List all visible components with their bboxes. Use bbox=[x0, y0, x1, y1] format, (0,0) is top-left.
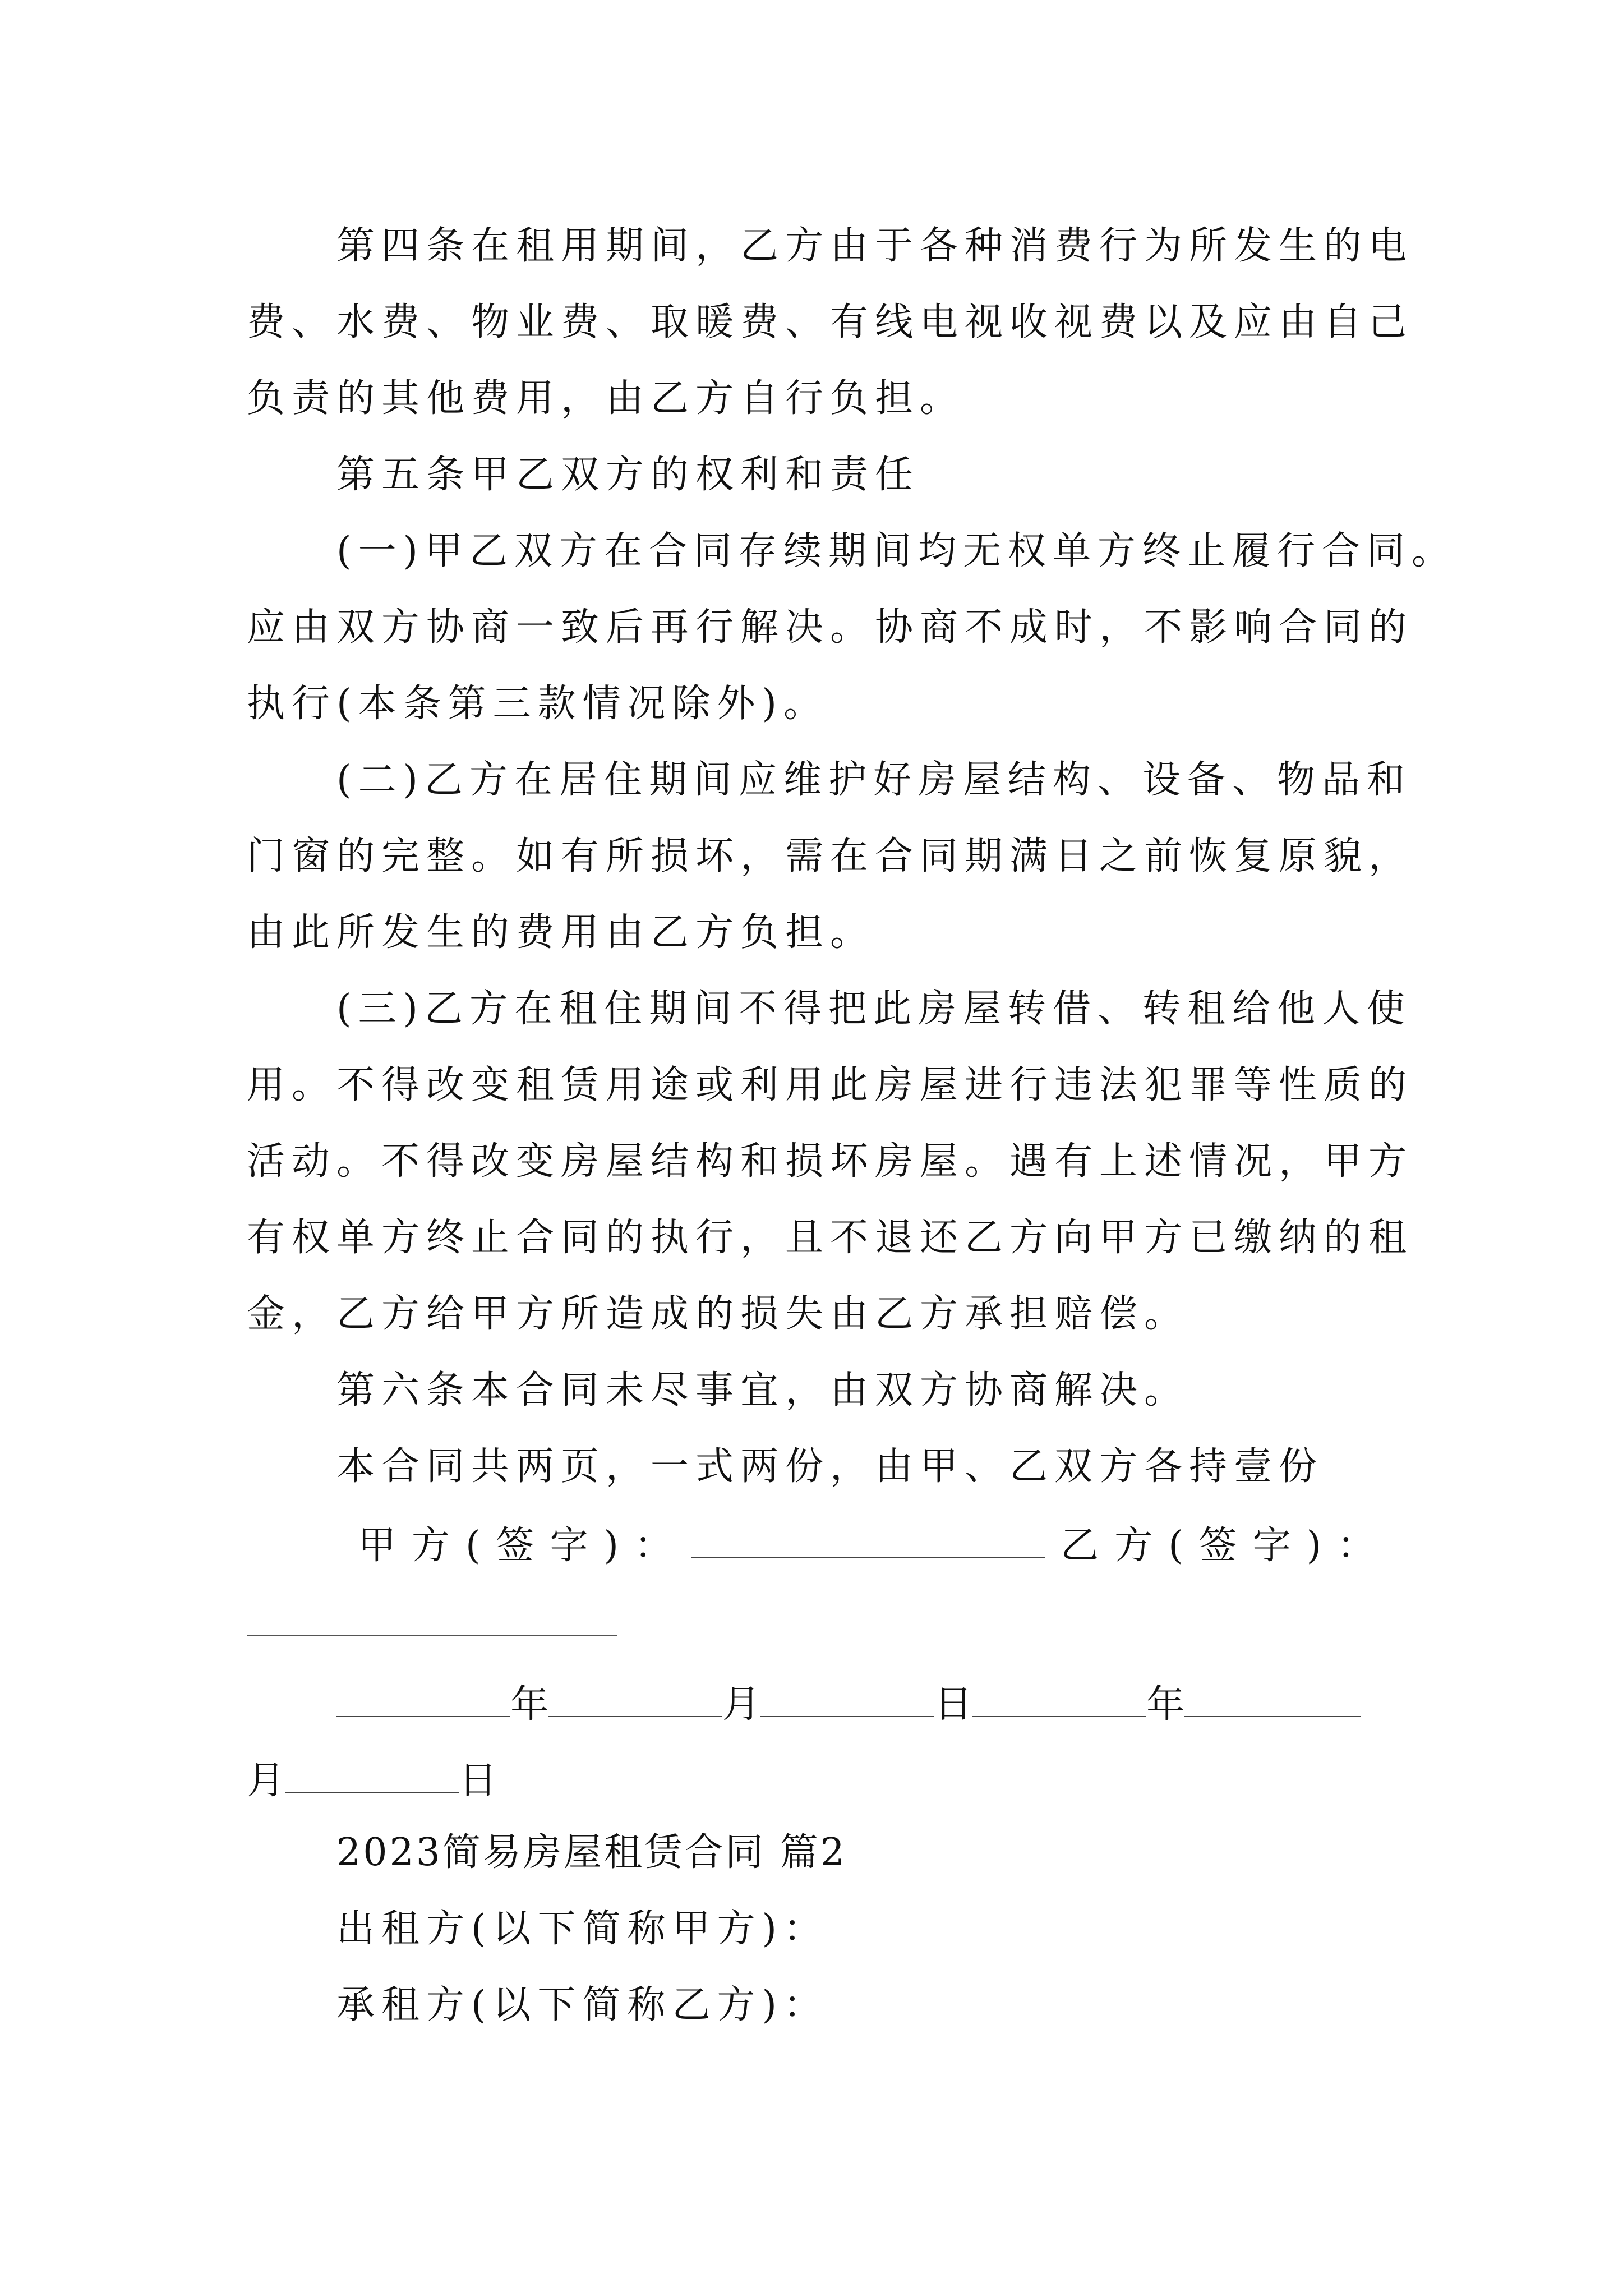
copies-statement: 本合同共两页，一式两份，由甲、乙双方各持壹份 bbox=[336, 1444, 1324, 1489]
clause-5-item-3-line-1: (三)乙方在租住期间不得把此房屋转借、转租给他人使 bbox=[336, 987, 1412, 1031]
clause-5-item-3-line-3: 活动。不得改变房屋结构和损坏房屋。遇有上述情况，甲方 bbox=[247, 1139, 1414, 1184]
month-label: 月 bbox=[722, 1682, 761, 1727]
party-a-year-blank bbox=[336, 1681, 510, 1717]
party-a-month-blank bbox=[548, 1681, 722, 1717]
clause-5-item-3-line-5: 金，乙方给甲方所造成的损失由乙方承担赔偿。 bbox=[247, 1292, 1189, 1336]
clause-4-line-1: 第四条在租用期间，乙方由于各种消费行为所发生的电 bbox=[336, 224, 1414, 268]
clause-5-item-3-line-4: 有权单方终止合同的执行，且不退还乙方向甲方已缴纳的租 bbox=[247, 1216, 1414, 1260]
clause-5-item-3-line-2: 用。不得改变租赁用途或利用此房屋进行违法犯罪等性质的 bbox=[247, 1063, 1414, 1107]
year-label: 年 bbox=[1146, 1682, 1185, 1727]
clause-6: 第六条本合同未尽事宜，由双方协商解决。 bbox=[336, 1368, 1189, 1412]
clause-5-item-1-line-2: 应由双方协商一致后再行解决。协商不成时，不影响合同的 bbox=[247, 605, 1414, 650]
party-b-year-blank bbox=[972, 1681, 1146, 1717]
party-a-signature-label: 甲方(签字)： bbox=[358, 1524, 689, 1568]
clause-5-item-1-line-3: 执行(本条第三款情况除外)。 bbox=[247, 682, 829, 726]
year-label: 年 bbox=[510, 1682, 549, 1727]
party-a-signature-blank bbox=[691, 1525, 1045, 1558]
section-title: 2023简易房屋租赁合同 篇2 bbox=[336, 1830, 847, 1875]
clause-5-item-1-line-1: (一)甲乙双方在合同存续期间均无权单方终止履行合同。 bbox=[336, 529, 1457, 573]
date-row-2 bbox=[247, 1757, 497, 1803]
lessee-label: 承租方(以下简称乙方)： bbox=[336, 1983, 829, 2027]
clause-5-item-2-line-2: 门窗的完整。如有所损坏，需在合同期满日之前恢复原貌， bbox=[247, 834, 1414, 878]
clause-4-line-3: 负责的其他费用，由乙方自行负担。 bbox=[247, 376, 965, 421]
clause-4-line-2: 费、水费、物业费、取暖费、有线电视收视费以及应由自己 bbox=[247, 300, 1414, 344]
clause-5-item-2-line-3: 由此所发生的费用由乙方负担。 bbox=[247, 910, 875, 955]
signature-row bbox=[358, 1524, 1391, 1568]
day-label: 日 bbox=[459, 1759, 497, 1803]
party-b-day-blank bbox=[285, 1757, 459, 1793]
party-b-signature-blank bbox=[247, 1635, 617, 1636]
party-a-day-blank bbox=[760, 1681, 934, 1717]
month-label: 月 bbox=[247, 1759, 285, 1803]
party-b-month-blank bbox=[1184, 1681, 1361, 1717]
day-label: 日 bbox=[934, 1682, 973, 1727]
lessor-label: 出租方(以下简称甲方)： bbox=[336, 1907, 829, 1951]
clause-5-item-2-line-1: (二)乙方在居住期间应维护好房屋结构、设备、物品和 bbox=[336, 758, 1412, 802]
clause-5-heading: 第五条甲乙双方的权利和责任 bbox=[336, 453, 920, 497]
party-b-signature-label: 乙方(签字)： bbox=[1061, 1524, 1391, 1568]
date-row-1 bbox=[336, 1681, 1361, 1727]
